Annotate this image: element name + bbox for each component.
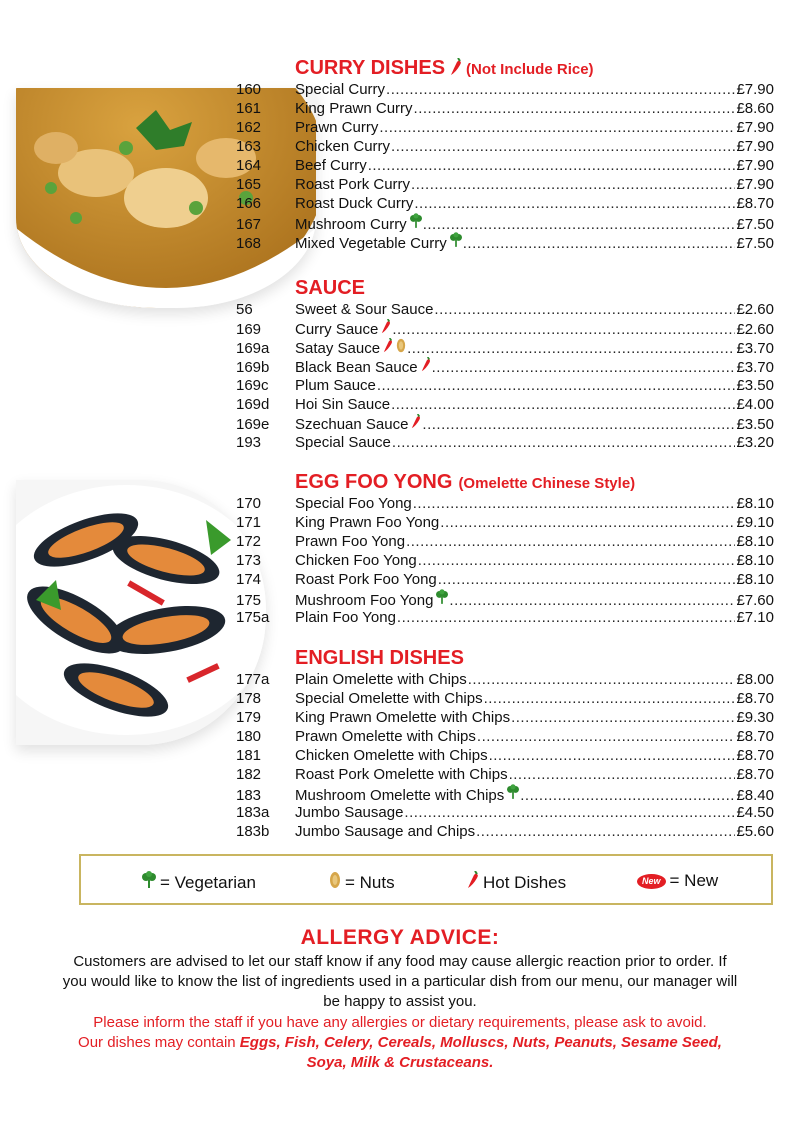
menu-item bbox=[236, 727, 774, 746]
item-number: 162 bbox=[236, 119, 262, 136]
item-price: £8.70 bbox=[736, 766, 774, 783]
dot-leader bbox=[418, 551, 736, 570]
item-number: 183 bbox=[236, 787, 262, 804]
item-price: £2.60 bbox=[736, 301, 774, 318]
menu-item bbox=[236, 300, 774, 319]
allergy-warning-block bbox=[60, 1013, 740, 1073]
item-price: £7.50 bbox=[736, 216, 774, 233]
item-number: 166 bbox=[236, 195, 262, 212]
menu-item bbox=[236, 589, 774, 608]
item-number: 167 bbox=[236, 216, 262, 233]
item-price: £3.70 bbox=[736, 340, 774, 357]
menu-item bbox=[236, 232, 774, 251]
section-title-text: ENGLISH DISHES bbox=[295, 647, 464, 669]
menu-section-sauce bbox=[236, 276, 774, 452]
item-number: 165 bbox=[236, 176, 262, 193]
dot-leader bbox=[413, 494, 736, 513]
legend-nuts bbox=[326, 871, 395, 894]
dot-leader bbox=[414, 99, 736, 118]
menu-item bbox=[236, 822, 774, 841]
legend-hot bbox=[464, 871, 566, 894]
section-title bbox=[236, 56, 774, 80]
vegetarian-icon bbox=[507, 784, 519, 805]
allergy-contains-prefix: Our dishes may contain bbox=[78, 1034, 240, 1051]
item-price: £8.00 bbox=[736, 671, 774, 688]
menu-item bbox=[236, 746, 774, 765]
item-price: £7.50 bbox=[736, 235, 774, 252]
item-name: Hoi Sin Sauce bbox=[295, 396, 391, 413]
item-number: 170 bbox=[236, 495, 262, 512]
item-name: Beef Curry bbox=[295, 157, 367, 174]
dot-leader bbox=[377, 376, 736, 395]
allergy-warning: Please inform the staff if you have any allergies or dietary requirements, please ask to avoid. bbox=[93, 1014, 707, 1031]
chilli-icon bbox=[467, 871, 479, 894]
item-number: 169 bbox=[236, 321, 262, 338]
item-number: 169c bbox=[236, 377, 269, 394]
item-name: Prawn Omelette with Chips bbox=[295, 728, 476, 745]
menu-item bbox=[236, 338, 774, 357]
section-subtitle: (Not Include Rice) bbox=[466, 61, 594, 78]
item-number: 177a bbox=[236, 671, 270, 688]
chilli-icon bbox=[381, 319, 391, 339]
item-number: 56 bbox=[236, 301, 253, 318]
chilli-icon bbox=[421, 357, 431, 377]
item-name: Roast Pork Omelette with Chips bbox=[295, 766, 508, 783]
item-price: £7.90 bbox=[736, 157, 774, 174]
dot-leader bbox=[509, 765, 736, 784]
allergy-title: ALLERGY ADVICE: bbox=[300, 926, 500, 949]
item-name: Mixed Vegetable Curry bbox=[295, 235, 447, 252]
item-number: 175a bbox=[236, 609, 270, 626]
vegetarian-icon bbox=[142, 871, 156, 894]
item-number: 179 bbox=[236, 709, 262, 726]
menu-item bbox=[236, 175, 774, 194]
menu-item bbox=[236, 137, 774, 156]
item-name: Black Bean Sauce bbox=[295, 359, 418, 376]
item-price: £3.20 bbox=[736, 434, 774, 451]
menu-item bbox=[236, 80, 774, 99]
legend-box bbox=[79, 854, 773, 905]
menu-item bbox=[236, 608, 774, 627]
menu-item bbox=[236, 670, 774, 689]
item-name: Jumbo Sausage and Chips bbox=[295, 823, 476, 840]
vegetarian-icon bbox=[436, 589, 448, 610]
menu-item bbox=[236, 570, 774, 589]
vegetarian-icon bbox=[450, 232, 462, 253]
item-price: £8.40 bbox=[736, 787, 774, 804]
item-number: 173 bbox=[236, 552, 262, 569]
item-number: 169d bbox=[236, 396, 270, 413]
item-name: Special Sauce bbox=[295, 434, 391, 451]
dot-leader bbox=[422, 415, 735, 434]
dot-leader bbox=[511, 708, 735, 727]
menu-item bbox=[236, 708, 774, 727]
item-name: Szechuan Sauce bbox=[295, 416, 409, 433]
item-number: 181 bbox=[236, 747, 262, 764]
dot-leader bbox=[386, 80, 735, 99]
dot-leader bbox=[379, 118, 735, 137]
allergy-contains bbox=[60, 1033, 740, 1073]
item-price: £5.60 bbox=[736, 823, 774, 840]
item-price: £7.90 bbox=[736, 81, 774, 98]
section-title bbox=[236, 646, 774, 670]
dot-leader bbox=[404, 803, 735, 822]
dot-leader bbox=[476, 822, 735, 841]
menu-item bbox=[236, 156, 774, 175]
item-name: Roast Pork Curry bbox=[295, 176, 411, 193]
menu-item bbox=[236, 357, 774, 376]
item-number: 175 bbox=[236, 592, 262, 609]
menu-item bbox=[236, 784, 774, 803]
item-price: £7.10 bbox=[736, 609, 774, 626]
item-name: Plain Omelette with Chips bbox=[295, 671, 467, 688]
item-name: Curry Sauce bbox=[295, 321, 379, 338]
dot-leader bbox=[411, 175, 735, 194]
item-name: Mushroom Curry bbox=[295, 216, 407, 233]
item-number: 161 bbox=[236, 100, 262, 117]
item-price: £3.50 bbox=[736, 377, 774, 394]
menu-item bbox=[236, 376, 774, 395]
dot-leader bbox=[391, 137, 735, 156]
menu-item bbox=[236, 213, 774, 232]
allergy-text: Customers are advised to let our staff know if any food may cause allergic reaction prior to order. If you would like to know the list of ingredients used in a particular dish from our menu, our manager will be happy to assist you. bbox=[62, 953, 738, 1010]
item-price: £3.70 bbox=[736, 359, 774, 376]
item-price: £9.30 bbox=[736, 709, 774, 726]
chilli-icon bbox=[383, 338, 393, 358]
legend-nuts-label: = Nuts bbox=[345, 872, 395, 892]
item-name: Satay Sauce bbox=[295, 340, 381, 357]
item-price: £3.50 bbox=[736, 416, 774, 433]
item-number: 168 bbox=[236, 235, 262, 252]
item-price: £7.90 bbox=[736, 176, 774, 193]
item-name: Mushroom Foo Yong bbox=[295, 592, 434, 609]
item-name: Special Foo Yong bbox=[295, 495, 412, 512]
chilli-icon bbox=[450, 58, 462, 82]
item-name: Chicken Curry bbox=[295, 138, 391, 155]
dot-leader bbox=[477, 727, 736, 746]
dot-leader bbox=[392, 433, 736, 452]
item-name: Roast Pork Foo Yong bbox=[295, 571, 437, 588]
legend-new bbox=[637, 871, 718, 891]
item-number: 180 bbox=[236, 728, 262, 745]
item-price: £8.70 bbox=[736, 728, 774, 745]
item-price: £8.10 bbox=[736, 533, 774, 550]
item-price: £8.10 bbox=[736, 495, 774, 512]
item-name: King Prawn Foo Yong bbox=[295, 514, 440, 531]
menu-item bbox=[236, 395, 774, 414]
dot-leader bbox=[414, 194, 735, 213]
item-name: King Prawn Curry bbox=[295, 100, 413, 117]
legend-hot-label: Hot Dishes bbox=[483, 872, 567, 892]
item-price: £8.60 bbox=[736, 100, 774, 117]
item-number: 183a bbox=[236, 804, 270, 821]
item-price: £2.60 bbox=[736, 321, 774, 338]
item-name: Roast Duck Curry bbox=[295, 195, 414, 212]
menu-item bbox=[236, 99, 774, 118]
menu-item bbox=[236, 765, 774, 784]
menu-item bbox=[236, 803, 774, 822]
item-price: £7.90 bbox=[736, 119, 774, 136]
mussels-plate-photo bbox=[16, 480, 266, 745]
item-name: Special Curry bbox=[295, 81, 386, 98]
item-number: 169b bbox=[236, 359, 270, 376]
dot-leader bbox=[434, 300, 735, 319]
item-name: Prawn Curry bbox=[295, 119, 379, 136]
section-title-text: SAUCE bbox=[295, 277, 366, 299]
item-price: £7.60 bbox=[736, 592, 774, 609]
dot-leader bbox=[392, 320, 735, 339]
item-number: 178 bbox=[236, 690, 262, 707]
item-name: Plain Foo Yong bbox=[295, 609, 396, 626]
menu-item bbox=[236, 433, 774, 452]
item-number: 174 bbox=[236, 571, 262, 588]
dot-leader bbox=[423, 215, 736, 234]
item-name: Prawn Foo Yong bbox=[295, 533, 406, 550]
menu-item bbox=[236, 551, 774, 570]
chilli-icon bbox=[411, 414, 421, 434]
item-number: 171 bbox=[236, 514, 262, 531]
menu-item bbox=[236, 414, 774, 433]
vegetarian-icon bbox=[410, 213, 422, 234]
item-number: 182 bbox=[236, 766, 262, 783]
section-title-text: EGG FOO YONG bbox=[295, 471, 453, 493]
item-name: Chicken Foo Yong bbox=[295, 552, 417, 569]
item-price: £9.10 bbox=[736, 514, 774, 531]
menu-item bbox=[236, 319, 774, 338]
menu-item bbox=[236, 494, 774, 513]
menu-item bbox=[236, 532, 774, 551]
menu-item bbox=[236, 689, 774, 708]
item-number: 193 bbox=[236, 434, 262, 451]
item-price: £8.70 bbox=[736, 195, 774, 212]
menu-section-eggfooyong bbox=[236, 470, 774, 627]
section-title bbox=[236, 470, 774, 494]
item-name: Chicken Omelette with Chips bbox=[295, 747, 488, 764]
menu-item bbox=[236, 194, 774, 213]
section-title-text: CURRY DISHES bbox=[295, 57, 446, 79]
item-price: £4.50 bbox=[736, 804, 774, 821]
legend-new-label: = New bbox=[669, 871, 719, 890]
menu-item bbox=[236, 513, 774, 532]
allergy-allergens: Eggs, Fish, Celery, Cereals, Molluscs, Nuts, Peanuts, Sesame Seed, Soya, Milk & Crustaceans. bbox=[239, 1034, 722, 1071]
menu-section-english bbox=[236, 646, 774, 841]
item-name: Special Omelette with Chips bbox=[295, 690, 483, 707]
item-price: £8.10 bbox=[736, 552, 774, 569]
nut-icon bbox=[396, 338, 406, 358]
section-subtitle: (Omelette Chinese Style) bbox=[458, 475, 636, 492]
dot-leader bbox=[484, 689, 736, 708]
menu-item bbox=[236, 118, 774, 137]
dot-leader bbox=[463, 234, 736, 253]
item-name: Sweet & Sour Sauce bbox=[295, 301, 434, 318]
dot-leader bbox=[432, 358, 736, 377]
item-name: Jumbo Sausage bbox=[295, 804, 404, 821]
item-price: £8.10 bbox=[736, 571, 774, 588]
item-number: 172 bbox=[236, 533, 262, 550]
item-price: £7.90 bbox=[736, 138, 774, 155]
section-title bbox=[236, 276, 774, 300]
dot-leader bbox=[391, 395, 735, 414]
dot-leader bbox=[406, 532, 735, 551]
menu-section-curry bbox=[236, 56, 774, 251]
dot-leader bbox=[368, 156, 736, 175]
item-number: 164 bbox=[236, 157, 262, 174]
dot-leader bbox=[397, 608, 736, 627]
item-price: £8.70 bbox=[736, 747, 774, 764]
nut-icon bbox=[329, 871, 341, 894]
item-name: King Prawn Omelette with Chips bbox=[295, 709, 511, 726]
item-number: 160 bbox=[236, 81, 262, 98]
dot-leader bbox=[407, 339, 735, 358]
legend-vegetarian bbox=[139, 871, 256, 894]
new-badge-icon: New bbox=[637, 874, 666, 889]
dot-leader bbox=[438, 570, 736, 589]
item-price: £8.70 bbox=[736, 690, 774, 707]
dot-leader bbox=[489, 746, 736, 765]
item-number: 169a bbox=[236, 340, 270, 357]
dot-leader bbox=[468, 670, 736, 689]
item-number: 183b bbox=[236, 823, 270, 840]
legend-vegetarian-label: = Vegetarian bbox=[160, 872, 256, 892]
dot-leader bbox=[440, 513, 735, 532]
item-number: 169e bbox=[236, 416, 270, 433]
item-number: 163 bbox=[236, 138, 262, 155]
item-name: Mushroom Omelette with Chips bbox=[295, 787, 505, 804]
item-price: £4.00 bbox=[736, 396, 774, 413]
item-name: Plum Sauce bbox=[295, 377, 376, 394]
